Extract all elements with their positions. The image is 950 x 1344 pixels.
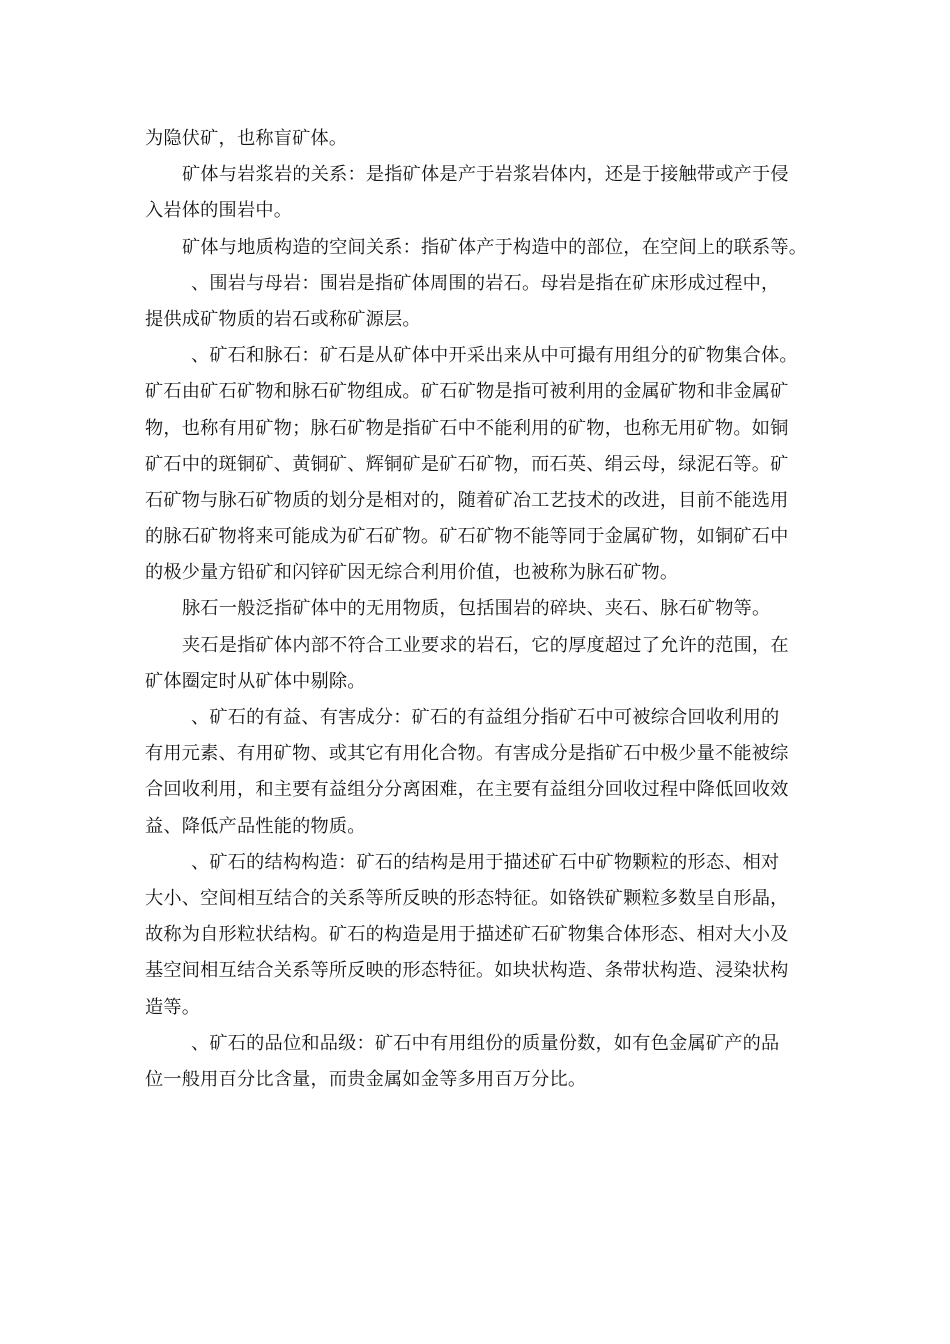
text-line: 、围岩与母岩：围岩是指矿体周围的岩石。母岩是指在矿床形成过程中，	[191, 272, 780, 294]
text-line: 脉石一般泛指矿体中的无用物质，包括围岩的碎块、夹石、脉石矿物等。	[182, 598, 771, 620]
text-line: 矿体与岩浆岩的关系：是指矿体是产于岩浆岩体内，还是于接触带或产于侵	[182, 164, 789, 186]
body-text	[145, 121, 809, 1098]
text-line: 、矿石和脉石：矿石是从矿体中开采出来从中可撮有用组分的矿物集合体。	[191, 345, 798, 367]
text-line: 入岩体的围岩中。	[145, 200, 293, 222]
text-line: 、矿石的有益、有害成分：矿石的有益组分指矿石中可被综合回收利用的	[191, 707, 780, 728]
text-line: 夹石是指矿体内部不符合工业要求的岩石，它的厚度超过了允许的范围，在	[182, 634, 789, 656]
text-line: 矿石中的斑铜矿、黄铜矿、辉铜矿是矿石矿物，而石英、绢云母，绿泥石等。矿	[145, 453, 789, 475]
text-line: 基空间相互结合关系等所反映的形态特征。如块状构造、条带状构造、浸染状构	[145, 960, 789, 982]
text-line: 大小、空间相互结合的关系等所反映的形态特征。如铬铁矿颗粒多数呈自形晶，	[145, 887, 789, 909]
text-line: 提供成矿物质的岩石或称矿源层。	[145, 308, 421, 330]
text-line: 故称为自形粒状结构。矿石的构造是用于描述矿石矿物集合体形态、相对大小及	[145, 924, 789, 946]
text-line: 的脉石矿物将来可能成为矿石矿物。矿石矿物不能等同于金属矿物，如铜矿石中	[145, 526, 789, 548]
text-line: 、矿石的品位和品级：矿石中有用组份的质量份数，如有色金属矿产的品	[191, 1032, 780, 1054]
text-line: 为隐伏矿，也称盲矿体。	[145, 128, 348, 149]
text-line: 合回收利用，和主要有益组分分离困难，在主要有益组分回收过程中降低回收效	[145, 779, 789, 801]
text-line: 、矿石的结构构造：矿石的结构是用于描述矿石中矿物颗粒的形态、相对	[191, 851, 780, 873]
text-line: 物，也称有用矿物；脉石矿物是指矿石中不能利用的矿物，也称无用矿物。如铜	[145, 417, 789, 439]
text-line: 矿石由矿石矿物和脉石矿物组成。矿石矿物是指可被利用的金属矿物和非金属矿	[145, 381, 789, 403]
text-line: 有用元素、有用矿物、或其它有用化合物。有害成分是指矿石中极少量不能被综	[145, 743, 789, 765]
text-line: 矿体圈定时从矿体中剔除。	[145, 670, 366, 692]
text-line: 的极少量方铅矿和闪锌矿因无综合利用价值，也被称为脉石矿物。	[145, 562, 679, 584]
text-line: 位一般用百分比含量，而贵金属如金等多用百万分比。	[145, 1068, 587, 1090]
text-line: 矿体与地质构造的空间关系：指矿体产于构造中的部位，在空间上的联系等。	[182, 236, 808, 258]
text-line: 造等。	[145, 996, 201, 1018]
text-line: 石矿物与脉石矿物质的划分是相对的，随着矿冶工艺技术的改进，目前不能选用	[145, 489, 789, 511]
text-line: 益、降低产品性能的物质。	[145, 815, 366, 837]
